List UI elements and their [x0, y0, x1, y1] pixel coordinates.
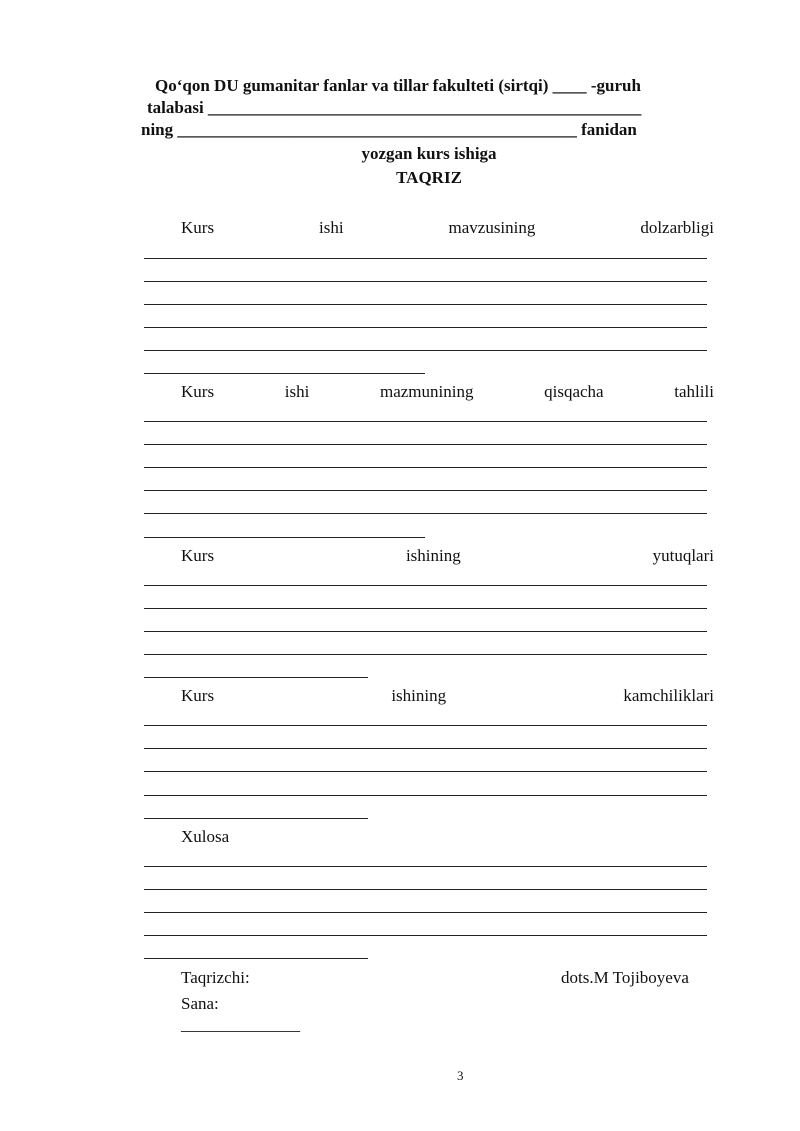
write-in-line [144, 281, 707, 282]
header-line-2: talabasi ___________________________________________________ [147, 98, 642, 117]
write-in-line [144, 350, 707, 351]
section-heading-achievements [181, 546, 714, 566]
page-number: 3 [457, 1068, 464, 1083]
section-word: tahlili [674, 382, 714, 401]
section-word: Kurs [181, 686, 215, 705]
section-word: Kurs [181, 218, 215, 237]
write-in-line [144, 725, 707, 726]
section-word: dolzarbligi [640, 218, 714, 237]
write-in-line [144, 608, 707, 609]
write-in-line-short [144, 958, 368, 959]
write-in-line-short [144, 818, 368, 819]
section-heading-conclusion: Xulosa [181, 827, 230, 846]
reviewer-label: Taqrizchi: [181, 968, 250, 987]
write-in-line-short [144, 537, 425, 538]
write-in-line-short [144, 677, 368, 678]
reviewer-name: dots.M Tojiboyeva [561, 968, 689, 987]
write-in-line [144, 889, 707, 890]
section-word: ishi [284, 382, 310, 401]
section-word: kamchiliklari [623, 686, 714, 705]
write-in-line [144, 421, 707, 422]
write-in-line [144, 258, 707, 259]
section-word: ishi [319, 218, 344, 237]
header-line-3: ning _______________________________________________ fanidan [141, 120, 637, 139]
write-in-line [144, 748, 707, 749]
write-in-line [144, 490, 707, 491]
date-blank: ______________ [181, 1015, 300, 1034]
write-in-line [144, 585, 707, 586]
write-in-line [144, 327, 707, 328]
write-in-line [144, 866, 707, 867]
write-in-line-short [144, 373, 425, 374]
write-in-line [144, 771, 707, 772]
write-in-line [144, 795, 707, 796]
write-in-line [144, 935, 707, 936]
document-title: TAQRIZ [396, 168, 462, 187]
write-in-line [144, 444, 707, 445]
section-word: Kurs [181, 382, 215, 401]
write-in-line [144, 304, 707, 305]
section-word: mazmunining [379, 382, 474, 401]
section-word: Kurs [181, 546, 215, 565]
section-heading-shortcomings [181, 686, 714, 706]
write-in-line [144, 467, 707, 468]
date-label: Sana: [181, 994, 219, 1013]
section-heading-summary [181, 382, 714, 402]
section-word: ishining [391, 686, 447, 705]
header-line-1: Qo‘qon DU gumanitar fanlar va tillar fakulteti (sirtqi) ____ -guruh [155, 76, 641, 95]
section-word: qisqacha [544, 382, 604, 401]
write-in-line [144, 912, 707, 913]
section-word: ishining [405, 546, 461, 565]
section-heading-relevance [181, 218, 714, 238]
section-word: mavzusining [448, 218, 536, 237]
write-in-line [144, 513, 707, 514]
header-line-4: yozgan kurs ishiga [361, 144, 497, 163]
write-in-line [144, 631, 707, 632]
write-in-line [144, 654, 707, 655]
section-word: yutuqlari [652, 546, 714, 565]
